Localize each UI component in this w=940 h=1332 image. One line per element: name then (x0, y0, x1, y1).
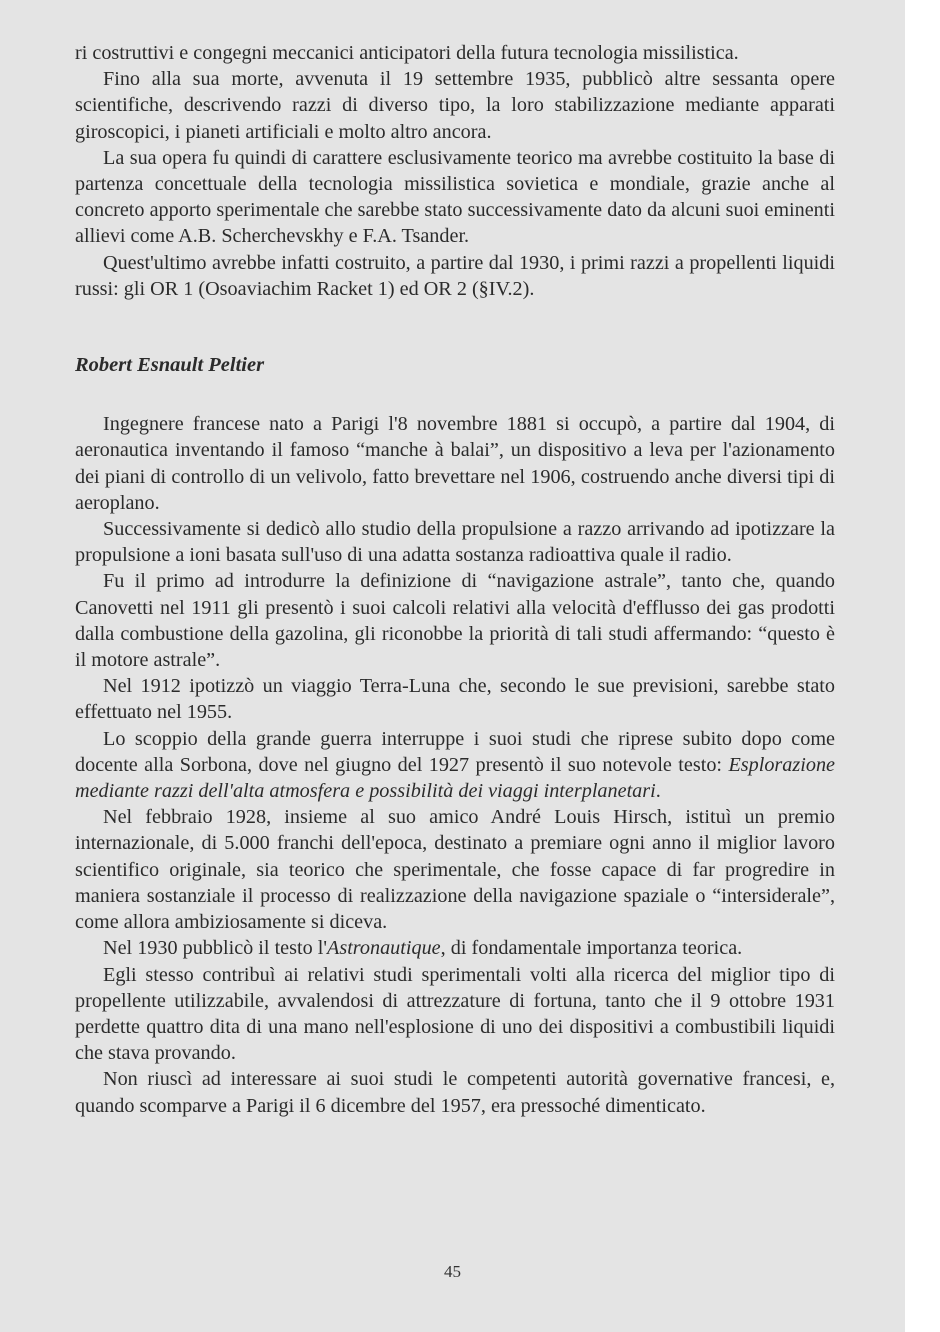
section-heading: Robert Esnault Peltier (75, 354, 265, 377)
paragraph-text: Nel 1930 pubblicò il testo l' (103, 937, 327, 960)
paragraph: Nel 1912 ipotizzò un viaggio Terra-Luna che, secondo le sue previsioni, sarebbe stato effettuato nel 1955. (75, 675, 835, 724)
page-number: 45 (444, 1262, 461, 1281)
paragraph: Ingegnere francese nato a Parigi l'8 novembre 1881 si occupò, a partire dal 1904, di aeronautica inventando il famoso “manche à balai”, un dispositivo a leva per l'azionamento dei piani di controllo di un velivolo, fatto brevettare nel 1906, costruendo anche diversi tipi di aeroplano. (75, 413, 835, 514)
paragraph (75, 726, 835, 805)
paragraph: Fu il primo ad introdurre la definizione di “navigazione astrale”, tanto che, quando Canovetti nel 1911 gli presentò i suoi calcoli relativi alla velocità d'efflusso dei gas prodotti dalla combustione della gazolina, gli riconobbe la priorità di tali studi affermando: “questo è il motore astrale”. (75, 570, 835, 672)
paragraph: Successivamente si dedicò allo studio della propulsione a razzo arrivando ad ipotizzare la propulsione a ioni basata sull'uso di una adatta sostanza radioattiva quale il radio. (75, 518, 835, 567)
paragraph-end: . (655, 780, 661, 803)
book-title: Astronautique (327, 937, 441, 960)
paragraph-end: , di fondamentale importanza teorica. (440, 937, 743, 960)
book-title: Esplorazione mediante razzi dell'alta atmosfera e possibilità dei viaggi interplanetari (75, 753, 835, 803)
paragraph: Fino alla sua morte, avvenuta il 19 settembre 1935, pubblicò altre sessanta opere scientifiche, descrivendo razzi di diverso tipo, la loro stabilizzazione mediante apparati giroscopici, i pianeti artificiali e molto altro ancora. (75, 68, 835, 143)
paragraph: ri costruttivi e congegni meccanici anticipatori della futura tecnologia missilistica. (75, 42, 739, 64)
paragraph-text: Lo scoppio della grande guerra interruppe i suoi studi che riprese subito dopo come docente alla Sorbona, dove nel giugno del 1927 presentò il suo notevole testo: (75, 727, 835, 776)
paragraph: Nel febbraio 1928, insieme al suo amico André Louis Hirsch, istituì un premio internazionale, di 5.000 franchi dell'epoca, destinato a premiare ogni anno il miglior lavoro scientifico originale, sia teorico che sperimentale, che fosse capace di far progredire in maniera sostanziale il processo di realizzazione della navigazione spaziale o “intersiderale”, come allora ambiziosamente si diceva. (75, 806, 835, 934)
paragraph: La sua opera fu quindi di carattere esclusivamente teorico ma avrebbe costituito la base di partenza concettuale della tecnologia missilistica sovietica e mondiale, grazie anche al concreto apporto sperimentale che sarebbe stato successivamente dato da alcuni suoi eminenti allievi come A.B. Scherchevskhy e F.A. Tsander. (75, 146, 835, 248)
paragraph: Egli stesso contribuì ai relativi studi sperimentali volti alla ricerca del miglior tipo di propellente utilizzabile, avvalendosi di attrezzature di fortuna, tanto che il 9 ottobre 1931 perdette quattro dita di una mano nell'esplosione di uno dei dispositivi a combustibili liquidi che stava provando. (75, 963, 835, 1065)
paragraph (75, 935, 835, 961)
paragraph: Non riuscì ad interessare ai suoi studi le competenti autorità governative francesi, e, quando scomparve a Parigi il 6 dicembre del 1957, era pressoché dimenticato. (75, 1068, 835, 1117)
page-body (75, 40, 835, 1119)
paragraph: Quest'ultimo avrebbe infatti costruito, a partire dal 1930, i primi razzi a propellenti liquidi russi: gli OR 1 (Osoaviachim Racket 1) ed OR 2 (§IV.2). (75, 251, 835, 300)
